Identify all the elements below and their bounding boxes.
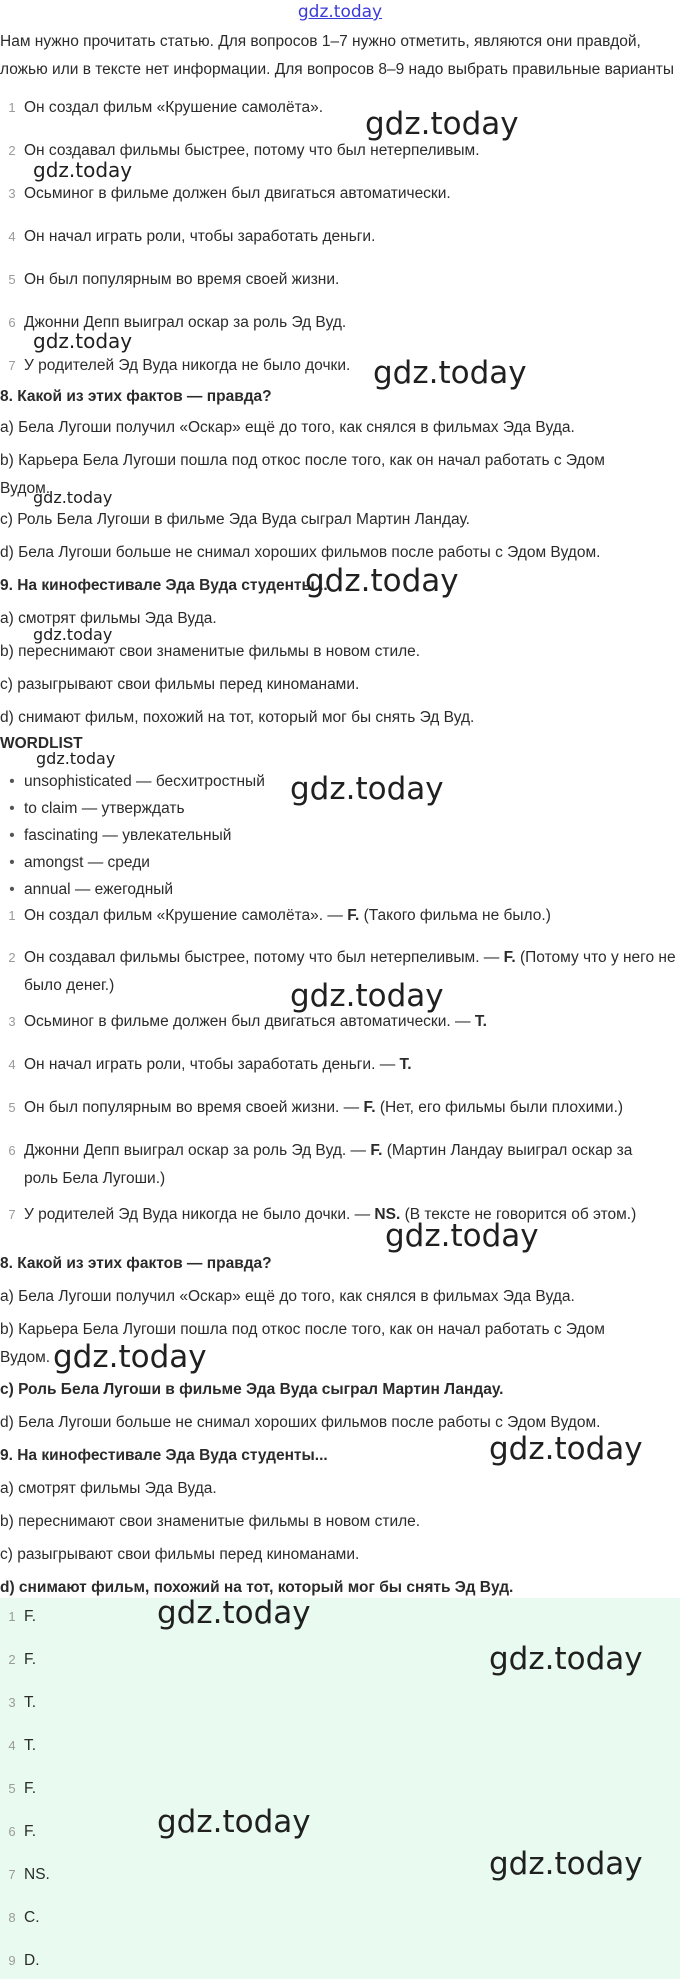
statement-note: (Потому что у него не было денег.) [24,949,676,994]
task-q9-option-b: b) переснимают свои знаменитые фильмы в новом стиле. [0,643,421,660]
task-statement-1 [0,94,680,122]
answer-value: F. [24,1780,37,1797]
task-q9-option-c: c) разыгрывают свои фильмы перед киноманами. [0,676,360,693]
answer-item [0,1949,40,1973]
statement-text: У родителей Эд Вуда никогда не было дочки. [24,357,351,374]
statement-text: Он начал играть роли, чтобы заработать деньги. — [24,1056,396,1073]
answer-item [0,1691,36,1715]
statement-answer: F. [503,949,516,966]
statement-text: Он начал играть роли, чтобы заработать деньги. [24,228,376,245]
wordlist-item [0,769,265,795]
watermark: gdz.today [36,749,116,768]
watermark: gdz.today [157,1595,311,1631]
statement-number: 2 [8,950,16,965]
statement-answer: F. [347,907,360,924]
wordlist-item-text: annual — ежегодный [24,881,174,898]
statement-number: 1 [8,100,16,115]
answer-item [0,1734,36,1758]
intro-paragraph: Нам нужно прочитать статью. Для вопросов 1–7 нужно отметить, являются они правдой, ложью или в тексте нет информации. Для вопросов 8–9 надо выбрать правильные варианты [0,33,674,78]
watermark: gdz.today [365,106,519,142]
statement-answer: F. [363,1099,376,1116]
statement-answer: NS. [374,1206,401,1223]
solution-question-8: 8. Какой из этих фактов — правда? [0,1255,272,1272]
answer-number: 3 [8,1695,16,1710]
watermark: gdz.today [33,158,133,182]
statement-number: 4 [8,229,16,244]
wordlist-item [0,850,150,876]
statement-number: 3 [8,1014,16,1029]
statement-number: 5 [8,1100,16,1115]
solution-q8-option-c-correct: c) Роль Бела Лугоши в фильме Эда Вуда сыграл Мартин Ландау. [0,1381,504,1398]
task-q8-option-b: b) Карьера Бела Лугоши пошла под откос после того, как он начал работать с Эдом Вудом. [0,452,605,497]
solution-q8-option-b: b) Карьера Бела Лугоши пошла под откос после того, как он начал работать с Эдом Вудом. [0,1321,605,1366]
answer-number: 4 [8,1738,16,1753]
statement-text: Джонни Депп выиграл оскар за роль Эд Вуд. — [24,1142,366,1159]
statement-number: 5 [8,272,16,287]
answer-item [0,1605,36,1629]
bullet-icon: • [9,854,15,871]
watermark: gdz.today [33,625,113,644]
task-statement-4 [0,223,680,251]
solution-statement-6 [0,1137,664,1193]
answer-value: NS. [24,1866,50,1883]
bullet-icon: • [9,827,15,844]
solution-statement-1 [0,902,680,930]
watermark: gdz.today [373,355,527,391]
wordlist-item [0,823,231,849]
answer-item [0,1777,36,1801]
task-question-9: 9. На кинофестивале Эда Вуда студенты... [0,577,328,594]
wordlist-item-text: unsophisticated — бесхитростный [24,773,265,790]
task-q9-option-a: a) смотрят фильмы Эда Вуда. [0,610,217,627]
statement-text: Он создал фильм «Крушение самолёта». [24,99,324,116]
statement-number: 7 [8,358,16,373]
statement-text: Осьминог в фильме должен был двигаться автоматически. [24,185,451,202]
answer-number: 8 [8,1910,16,1925]
bullet-icon: • [9,800,15,817]
statement-note: (Мартин Ландау выиграл оскар за роль Бела Лугоши.) [24,1142,633,1187]
answer-item [0,1648,36,1672]
solution-statement-4 [0,1051,680,1079]
task-q9-option-d: d) снимают фильм, похожий на тот, который мог бы снять Эд Вуд. [0,709,475,726]
watermark: gdz.today [385,1218,539,1254]
answer-value: F. [24,1651,37,1668]
wordlist-item [0,796,185,822]
solution-statement-7 [0,1201,680,1229]
task-statement-5 [0,266,680,294]
answer-number: 6 [8,1824,16,1839]
task-q8-option-d: d) Бела Лугоши больше не снимал хороших фильмов после работы с Эдом Вудом. [0,544,601,561]
statement-number: 6 [8,1143,16,1158]
statement-text: Осьминог в фильме должен был двигаться автоматически. — [24,1013,471,1030]
wordlist-item-text: fascinating — увлекательный [24,827,232,844]
watermark: gdz.today [33,488,113,507]
statement-note: (Такого фильма не было.) [363,907,551,924]
statement-answer: F. [370,1142,383,1159]
statement-text: Джонни Депп выиграл оскар за роль Эд Вуд. [24,314,347,331]
statement-number: 4 [8,1057,16,1072]
watermark: gdz.today [305,563,459,599]
watermark: gdz.today [489,1431,643,1467]
solution-q9-option-c: c) разыгрывают свои фильмы перед киноманами. [0,1546,360,1563]
answer-value: T. [24,1737,37,1754]
statement-number: 3 [8,186,16,201]
bullet-icon: • [9,773,15,790]
site-logo[interactable]: gdz.today [297,2,383,22]
solution-q8-option-a: a) Бела Лугоши получил «Оскар» ещё до того, как снялся в фильмах Эда Вуда. [0,1288,575,1305]
task-question-8: 8. Какой из этих фактов — правда? [0,388,272,405]
watermark: gdz.today [489,1846,643,1882]
answer-value: F. [24,1608,37,1625]
solution-q9-option-b: b) переснимают свои знаменитые фильмы в новом стиле. [0,1513,421,1530]
task-statement-3 [0,180,680,208]
solution-q8-option-d: d) Бела Лугоши больше не снимал хороших фильмов после работы с Эдом Вудом. [0,1414,601,1431]
statement-number: 1 [8,908,16,923]
statement-number: 6 [8,315,16,330]
wordlist-item [0,877,173,903]
statement-number: 7 [8,1207,16,1222]
statement-number: 2 [8,143,16,158]
answer-value: D. [24,1952,40,1969]
watermark: gdz.today [53,1339,207,1375]
answer-number: 7 [8,1867,16,1882]
answer-number: 2 [8,1652,16,1667]
statement-note: (В тексте не говорится об этом.) [404,1206,637,1223]
task-statement-7 [0,352,680,380]
statement-note: (Нет, его фильмы были плохими.) [379,1099,624,1116]
statement-text: Он был популярным во время своей жизни. [24,271,340,288]
statement-answer: T. [399,1056,412,1073]
solution-q9-option-d-correct: d) снимают фильм, похожий на тот, который мог бы снять Эд Вуд. [0,1579,514,1596]
task-q8-option-a: a) Бела Лугоши получил «Оскар» ещё до того, как снялся в фильмах Эда Вуда. [0,419,575,436]
statement-text: Он создавал фильмы быстрее, потому что был нетерпеливым. — [24,949,500,966]
task-q8-option-c: c) Роль Бела Лугоши в фильме Эда Вуда сыграл Мартин Ландау. [0,511,470,528]
answer-value: F. [24,1823,37,1840]
answer-number: 1 [8,1609,16,1624]
answer-item [0,1820,36,1844]
wordlist-item-text: amongst — среди [24,854,150,871]
statement-text: Он создавал фильмы быстрее, потому что был нетерпеливым. [24,142,480,159]
watermark: gdz.today [33,329,133,353]
answer-value: C. [24,1909,40,1926]
watermark: gdz.today [290,771,444,807]
answer-item [0,1863,50,1887]
statement-text: У родителей Эд Вуда никогда не было дочки. — [24,1206,371,1223]
statement-text: Он был популярным во время своей жизни. — [24,1099,360,1116]
statement-text: Он создал фильм «Крушение самолёта». — [24,907,343,924]
answer-number: 5 [8,1781,16,1796]
watermark: gdz.today [290,978,444,1014]
answer-value: T. [24,1694,37,1711]
solution-statement-5 [0,1094,680,1122]
wordlist-item-text: to claim — утверждать [24,800,185,817]
answer-item [0,1906,40,1930]
answer-number: 9 [8,1953,16,1968]
watermark: gdz.today [157,1804,311,1840]
bullet-icon: • [9,881,15,898]
watermark: gdz.today [489,1641,643,1677]
statement-answer: T. [474,1013,487,1030]
solution-question-9: 9. На кинофестивале Эда Вуда студенты... [0,1447,328,1464]
solution-q9-option-a: a) смотрят фильмы Эда Вуда. [0,1480,217,1497]
wordlist-title: WORDLIST [0,735,83,752]
